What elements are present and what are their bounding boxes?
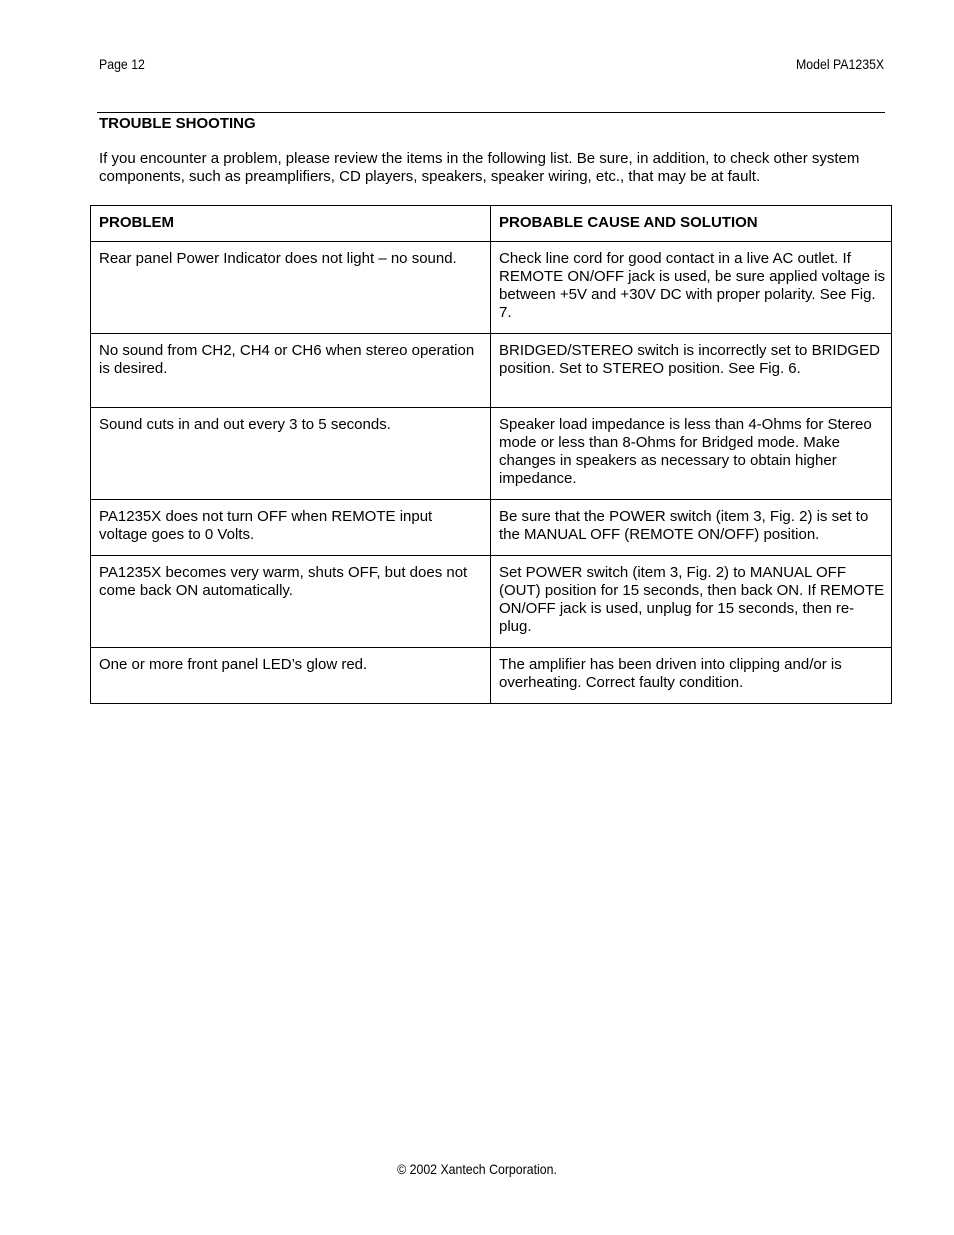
table-row bbox=[91, 556, 892, 648]
page-number: Page 12 bbox=[99, 56, 145, 72]
table-row bbox=[91, 648, 892, 704]
solution-column-header: PROBABLE CAUSE AND SOLUTION bbox=[491, 206, 892, 242]
solution-cell: The amplifier has been driven into clipping and/or is overheating. Correct faulty condition. bbox=[491, 648, 892, 704]
table-row bbox=[91, 242, 892, 334]
problem-cell: Sound cuts in and out every 3 to 5 seconds. bbox=[91, 408, 491, 500]
table-row bbox=[91, 408, 892, 500]
solution-cell: BRIDGED/STEREO switch is incorrectly set to BRIDGED position. Set to STEREO position. See Fig. 6. bbox=[491, 334, 892, 408]
table-row bbox=[91, 500, 892, 556]
solution-cell: Be sure that the POWER switch (item 3, Fig. 2) is set to the MANUAL OFF (REMOTE ON/OFF) position. bbox=[491, 500, 892, 556]
intro-paragraph: If you encounter a problem, please review the items in the following list. Be sure, in addition, to check other system components, such as preamplifiers, CD players, speakers, speaker wiring, etc., that may be at fault. bbox=[99, 150, 860, 185]
problem-cell: No sound from CH2, CH4 or CH6 when stereo operation is desired. bbox=[91, 334, 491, 408]
solution-cell: Set POWER switch (item 3, Fig. 2) to MANUAL OFF (OUT) position for 15 seconds, then back ON. If REMOTE ON/OFF jack is used, unplug for 15 seconds, then re-plug. bbox=[491, 556, 892, 648]
table-header-row bbox=[91, 206, 892, 242]
problem-column-header: PROBLEM bbox=[91, 206, 491, 242]
problem-cell: PA1235X does not turn OFF when REMOTE input voltage goes to 0 Volts. bbox=[91, 500, 491, 556]
model-label: Model PA1235X bbox=[795, 56, 884, 72]
solution-cell: Check line cord for good contact in a live AC outlet. If REMOTE ON/OFF jack is used, be sure applied voltage is between +5V and +30V DC with proper polarity. See Fig. 7. bbox=[491, 242, 892, 334]
problem-cell: Rear panel Power Indicator does not light – no sound. bbox=[91, 242, 491, 334]
problem-cell: One or more front panel LED’s glow red. bbox=[91, 648, 491, 704]
table-row bbox=[91, 334, 892, 408]
section-title: TROUBLE SHOOTING bbox=[99, 115, 256, 132]
copyright-footer: © 2002 Xantech Corporation. bbox=[397, 1161, 557, 1177]
solution-cell: Speaker load impedance is less than 4-Ohms for Stereo mode or less than 8-Ohms for Bridged mode. Make changes in speakers as necessary to obtain higher impedance. bbox=[491, 408, 892, 500]
header-divider bbox=[97, 112, 885, 113]
problem-cell: PA1235X becomes very warm, shuts OFF, but does not come back ON automatically. bbox=[91, 556, 491, 648]
troubleshooting-table bbox=[90, 205, 892, 704]
